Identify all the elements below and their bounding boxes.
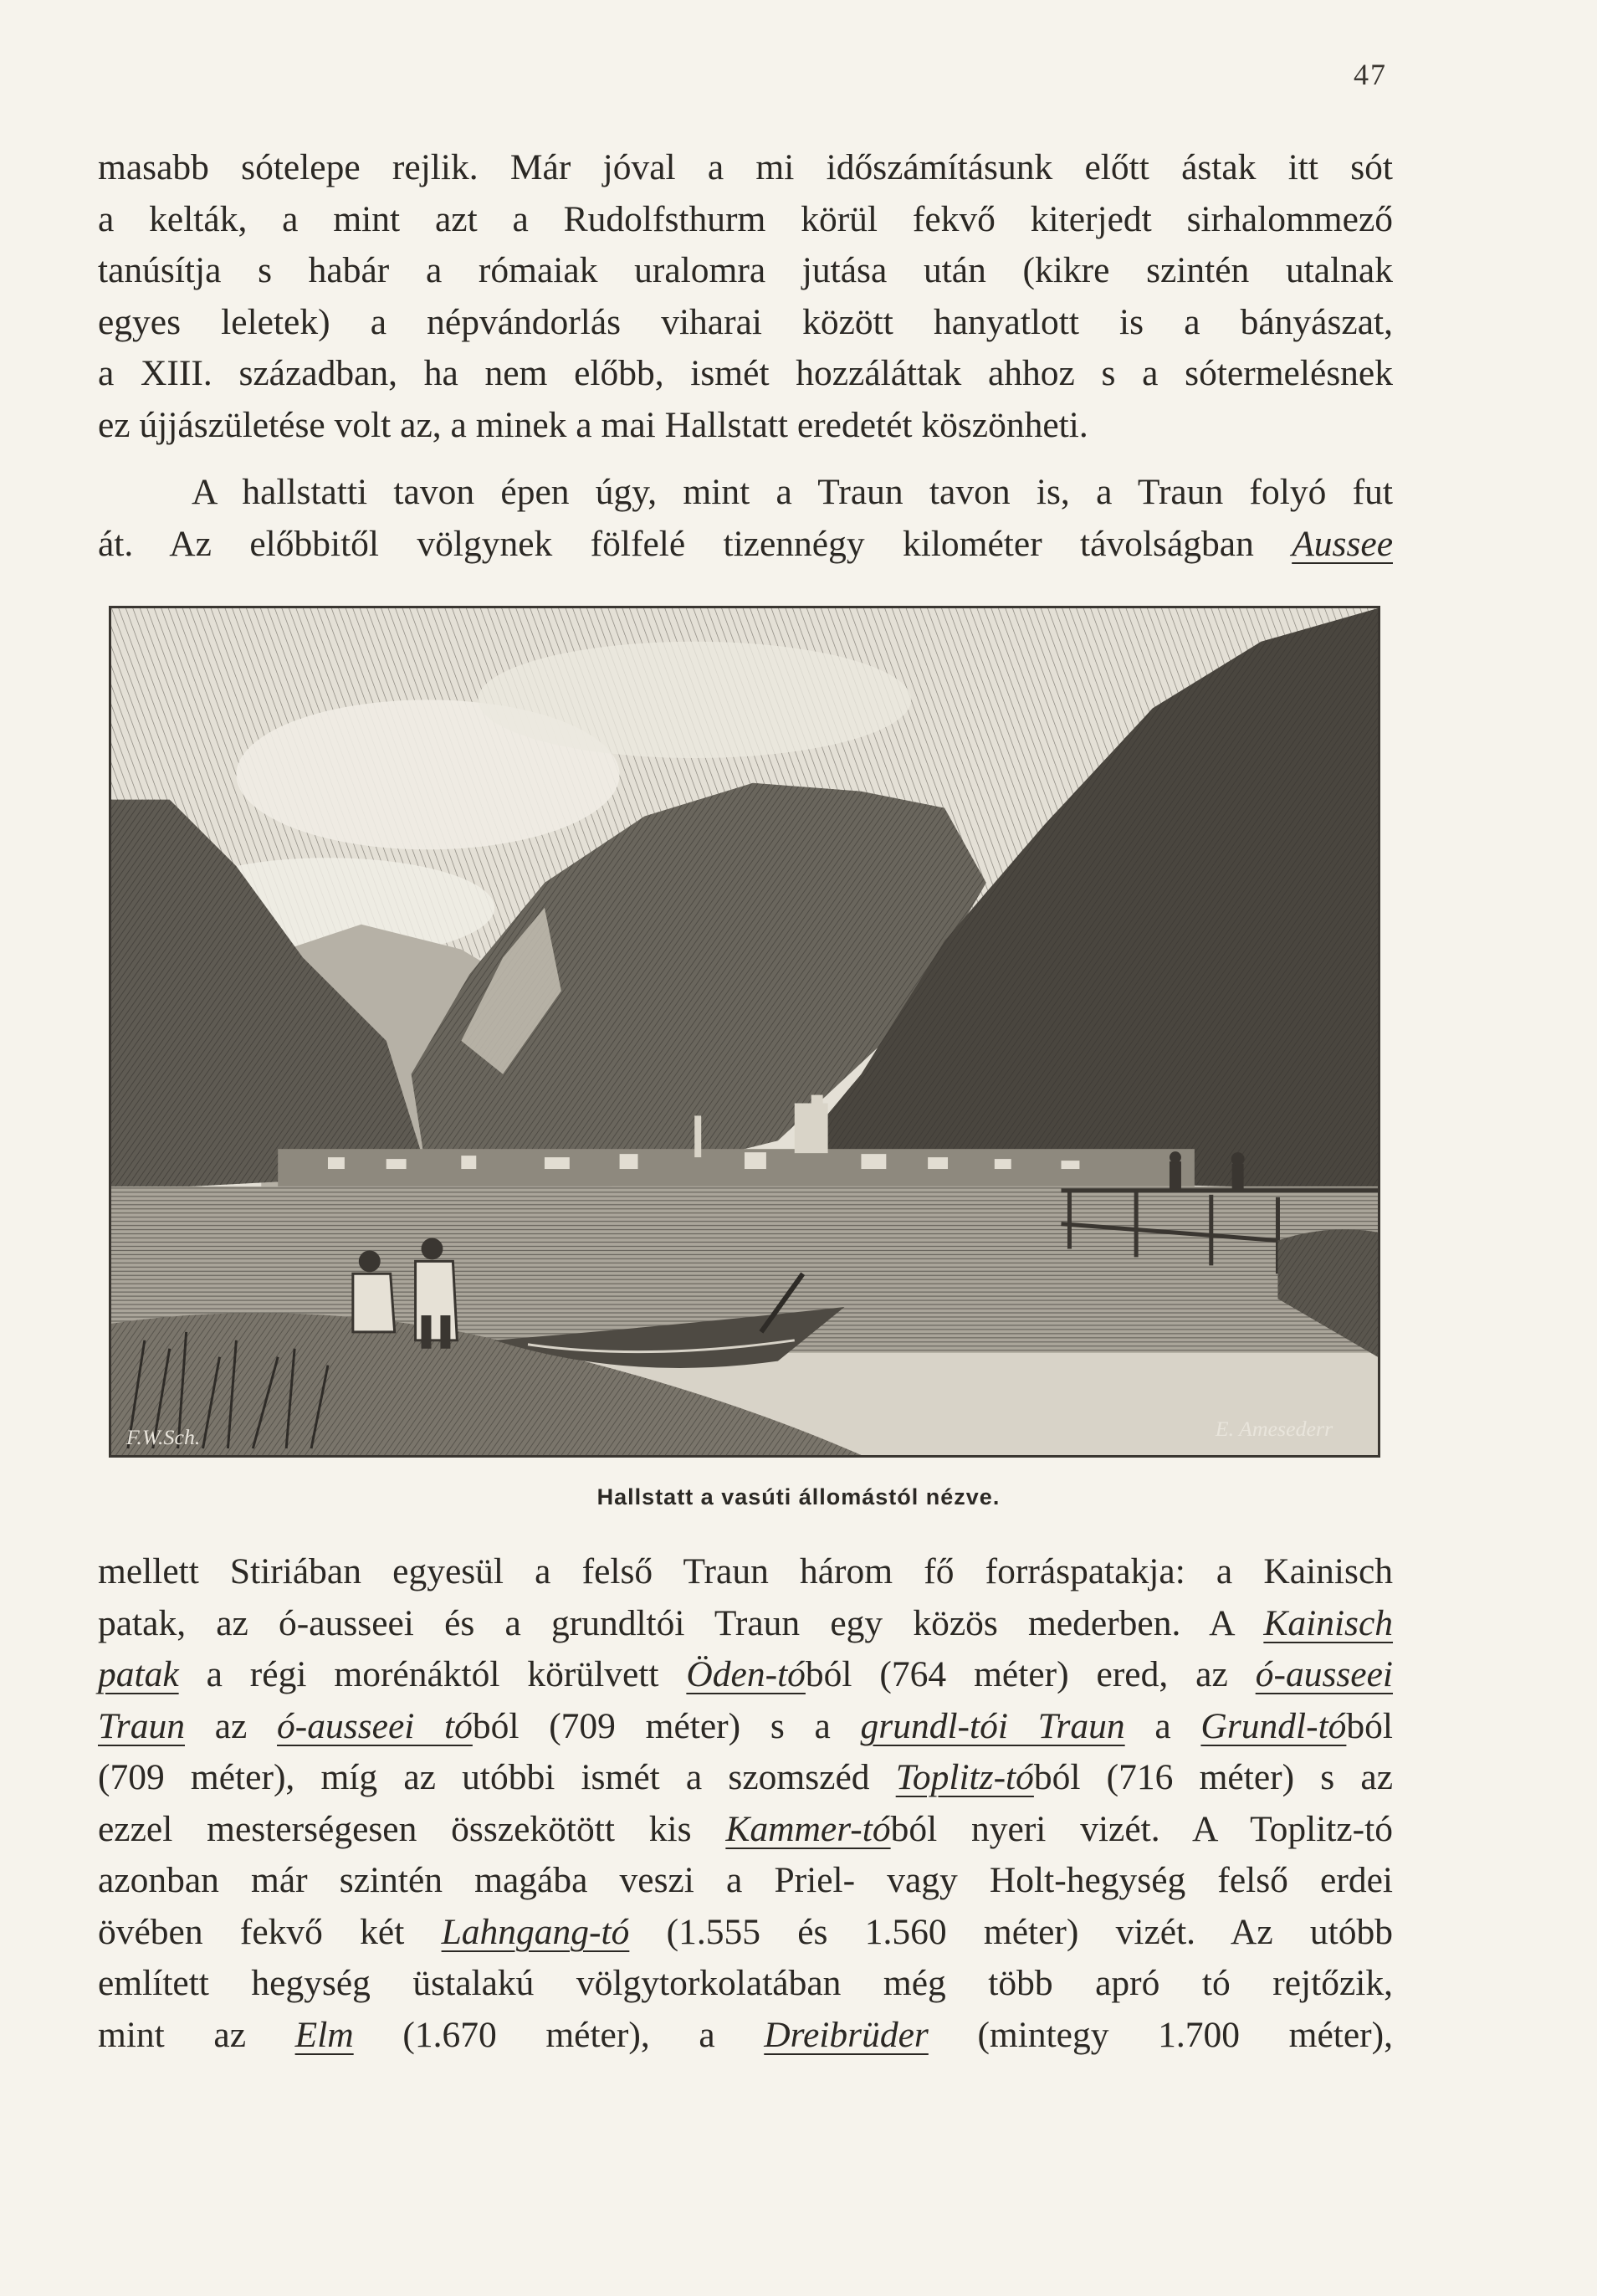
text-line: a XIII. században, ha nem előbb, ismét hozzáláttak ahhoz s a sótermelésnek (98, 353, 1393, 393)
emphasized-term: Kainisch (1263, 1602, 1394, 1643)
text-line (98, 1701, 1393, 1753)
text-run: patak, az ó-ausseei és a grundltói Traun egy közös mederben. A (98, 1602, 1234, 1643)
text-line: említett hegység üstalakú völgytorkolatában még több apró tó rejtőzik, (98, 1963, 1393, 2003)
paragraph-1 (98, 142, 1393, 451)
emphasized-term: Traun (98, 1705, 185, 1746)
text-line: A hallstatti tavon épen úgy, mint a Traun tavon is, a Traun folyó fut (192, 472, 1393, 512)
text-line (98, 1649, 1393, 1701)
text-run: ból (716 méter) s az (1033, 1757, 1393, 1797)
text-line: egyes leletek) a népvándorlás viharai között hanyatlott is a bányászat, (98, 301, 1393, 342)
text-line: azonban már szintén magába veszi a Priel- vagy Holt-hegység felső erdei (98, 1860, 1393, 1900)
text-run: (1.670 méter), a (402, 2014, 715, 2055)
page-number: 47 (1354, 58, 1387, 91)
emphasized-term: Aussee (1292, 523, 1393, 564)
emphasized-term: Kammer-tó (725, 1808, 891, 1849)
text-line: tanúsítja s habár a rómaiak uralomra jutása után (kikre szintén utalnak (98, 250, 1393, 290)
text-line (98, 1598, 1393, 1650)
engraving-illustration (109, 606, 1380, 1458)
emphasized-term: Toplitz-tó (895, 1757, 1034, 1797)
emphasized-term: Lahngang-tó (441, 1911, 630, 1952)
text-line: a kelták, a mint azt a Rudolfsthurm körül fekvő kiterjedt sirhalommező (98, 198, 1393, 239)
figure-caption: Hallstatt a vasúti állomástól nézve. (596, 1484, 1001, 1509)
text-line (98, 1907, 1393, 1959)
text-run: a (1154, 1705, 1171, 1746)
text-line (98, 519, 1393, 571)
emphasized-term: Grundl-tó (1200, 1705, 1347, 1746)
text-run: a régi morénáktól körülvett (206, 1654, 659, 1694)
text-run: övében fekvő két (98, 1911, 405, 1952)
text-run: ból nyeri vizét. A Toplitz-tó (890, 1808, 1394, 1849)
emphasized-term: ó-ausseei tó (277, 1705, 473, 1746)
text-run: az (214, 1705, 248, 1746)
emphasized-term: patak (98, 1654, 179, 1694)
paragraph-3 (98, 1546, 1393, 2061)
text-line: mellett Stiriában egyesül a felső Traun három fő forráspatakja: a Kainisch (98, 1551, 1393, 1591)
paragraph-2 (98, 467, 1393, 570)
emphasized-term: Elm (294, 2014, 354, 2055)
text-line (98, 2010, 1393, 2062)
text-run: mint az (98, 2014, 246, 2055)
text-run: (709 méter), míg az utóbbi ismét a szomszéd (98, 1757, 870, 1797)
text-run: ból (709 méter) s a (472, 1705, 831, 1746)
emphasized-term: Dreibrüder (764, 2014, 929, 2055)
text-run: ezzel mesterségesen összekötött kis (98, 1808, 692, 1849)
emphasized-term: ó-ausseei (1255, 1654, 1393, 1694)
text-line (98, 1752, 1393, 1804)
hallstatt-engraving (111, 608, 1378, 1455)
text-line (98, 1804, 1393, 1856)
text-run: (mintegy 1.700 méter), (977, 2014, 1393, 2055)
emphasized-term: grundl-tói Traun (860, 1705, 1125, 1746)
emphasized-term: Öden-tó (686, 1654, 806, 1694)
text-line: masabb sótelepe rejlik. Már jóval a mi időszámításunk előtt ástak itt sót (98, 147, 1393, 187)
text-run: (1.555 és 1.560 méter) vizét. Az utóbb (666, 1911, 1393, 1952)
text-run: ból (764 méter) ered, az (805, 1654, 1228, 1694)
text-run: át. Az előbbitől völgynek fölfelé tizennégy kilométer távolságban (98, 523, 1254, 564)
signature-right: E. Amesederr (1215, 1417, 1333, 1442)
text-line: ez újjászületése volt az, a minek a mai Hallstatt eredetét köszönheti. (98, 404, 1088, 445)
text-run: ból (1346, 1705, 1393, 1746)
signature-left: F.W.Sch. (125, 1425, 201, 1450)
